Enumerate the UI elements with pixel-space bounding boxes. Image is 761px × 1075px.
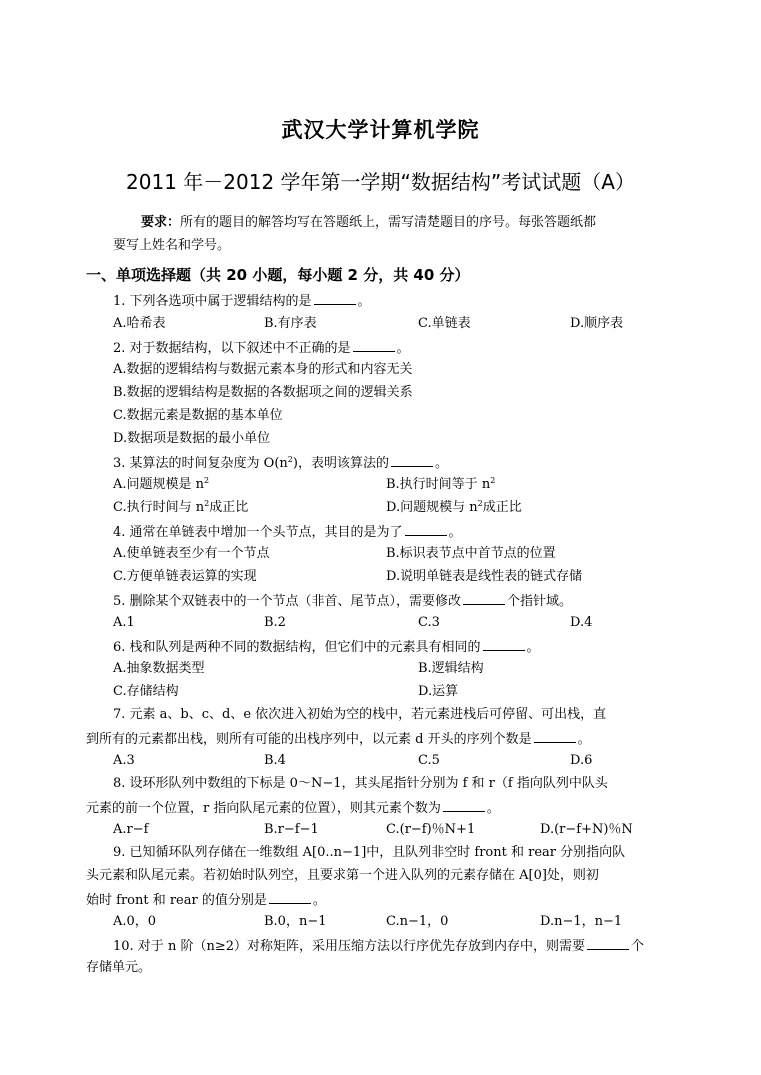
question-9-line1: 9. 已知循环队列存储在一维数组 A[0..n−1]中，且队列非空时 front 和 rear 分别指向队 bbox=[113, 845, 626, 860]
option-d: D.运算 bbox=[418, 684, 459, 699]
option-d: D.4 bbox=[570, 615, 593, 630]
question-3: 3. 某算法的时间复杂度为 $O(n^2)$，表明该算法的 。 bbox=[113, 455, 448, 471]
option-a: A.哈希表 bbox=[113, 316, 166, 331]
option-a: A.问题规模是 $n^2$ bbox=[113, 476, 210, 492]
answer-blank bbox=[314, 291, 356, 305]
answer-blank bbox=[534, 729, 576, 743]
option-d: D.n−1，n−1 bbox=[540, 914, 623, 929]
answer-blank bbox=[269, 890, 311, 904]
option-c: C.单链表 bbox=[418, 316, 471, 331]
option-b: B.逻辑结构 bbox=[418, 661, 484, 676]
option-d: D.(r−f+N)％N bbox=[540, 822, 633, 837]
requirement-line1: 所有的题目的解答均写在答题纸上，需写清楚题目的序号。每张答题纸都 bbox=[180, 215, 597, 230]
option-a: A.数据的逻辑结构与数据元素本身的形式和内容无关 bbox=[113, 362, 413, 377]
question-8-line1: 8. 设环形队列中数组的下标是 0～N−1，其头尾指针分别为 f 和 r（f 指向队列中队头 bbox=[113, 776, 608, 791]
option-c: C.数据元素是数据的基本单位 bbox=[113, 408, 283, 423]
option-d: D.6 bbox=[570, 753, 593, 768]
option-b: B.2 bbox=[264, 615, 286, 630]
requirement-line2: 要写上姓名和学号。 bbox=[113, 238, 231, 253]
question-2: 2. 对于数据结构，以下叙述中不正确的是 。 bbox=[113, 338, 410, 358]
option-b: B.r−f−1 bbox=[264, 822, 319, 837]
question-7-line2: 到所有的元素都出栈，则所有可能的出栈序列中，以元素 d 开头的序列个数是 。 bbox=[86, 729, 591, 749]
requirement-label: 要求： bbox=[141, 215, 181, 230]
question-6: 6. 栈和队列是两种不同的数据结构，但它们中的元素具有相同的 。 bbox=[113, 637, 540, 657]
question-4: 4. 通常在单链表中增加一个头节点，其目的是为了 。 bbox=[113, 522, 462, 542]
answer-blank bbox=[391, 453, 433, 467]
option-c: C.(r−f)％N+1 bbox=[386, 822, 476, 837]
option-a: A.3 bbox=[113, 753, 135, 768]
option-b: B.标识表节点中首节点的位置 bbox=[386, 546, 556, 561]
option-d: D.问题规模与 $n^2$成正比 bbox=[386, 499, 522, 515]
question-9-line3: 始时 front 和 rear 的值分别是 。 bbox=[86, 890, 326, 910]
option-a: A.使单链表至少有一个节点 bbox=[113, 546, 270, 561]
option-b: B.执行时间等于 $n^2$ bbox=[386, 476, 496, 492]
option-c: C.5 bbox=[418, 753, 440, 768]
section-heading: 一、单项选择题（共 20 小题，每小题 2 分，共 40 分） bbox=[86, 266, 470, 284]
answer-blank bbox=[353, 338, 395, 352]
question-1: 1. 下列各选项中属于逻辑结构的是 。 bbox=[113, 291, 371, 311]
option-c: C.方便单链表运算的实现 bbox=[113, 569, 257, 584]
option-c: C.执行时间与 $n^2$成正比 bbox=[113, 499, 249, 515]
answer-blank bbox=[463, 591, 505, 605]
answer-blank bbox=[587, 936, 629, 950]
requirement-note bbox=[113, 211, 683, 257]
option-d: D.说明单链表是线性表的链式存储 bbox=[386, 569, 583, 584]
option-c: C.存储结构 bbox=[113, 684, 179, 699]
answer-blank bbox=[405, 522, 447, 536]
option-d: D.顺序表 bbox=[570, 316, 624, 331]
question-8-line2: 元素的前一个位置，r 指向队尾元素的位置），则其元素个数为 。 bbox=[86, 798, 500, 818]
school-title: 武汉大学计算机学院 bbox=[281, 118, 480, 142]
option-a: A.1 bbox=[113, 615, 135, 630]
option-a: A.抽象数据类型 bbox=[113, 661, 205, 676]
question-5: 5. 删除某个双链表中的一个节点（非首、尾节点），需要修改 个指针域。 bbox=[113, 591, 572, 611]
exam-title: 2011 年－2012 学年第一学期“数据结构”考试试题（A） bbox=[126, 170, 635, 194]
question-10-line1: 10. 对于 n 阶（n≥2）对称矩阵，采用压缩方法以行序优先存放到内存中，则需要 个 bbox=[113, 936, 644, 956]
option-a: A.r−f bbox=[113, 822, 149, 837]
option-d: D.数据项是数据的最小单位 bbox=[113, 431, 271, 446]
option-b: B.4 bbox=[264, 753, 286, 768]
answer-blank bbox=[483, 637, 525, 651]
option-b: B.有序表 bbox=[264, 316, 317, 331]
option-c: C.n−1，0 bbox=[386, 914, 449, 929]
answer-blank bbox=[443, 798, 485, 812]
question-9-line2: 头元素和队尾元素。若初始时队列空，且要求第一个进入队列的元素存储在 A[0]处，则初 bbox=[86, 868, 599, 883]
question-7-line1: 7. 元素 a、b、c、d、e 依次进入初始为空的栈中，若元素进栈后可停留、可出栈，直 bbox=[113, 707, 607, 722]
question-10-line2: 存储单元。 bbox=[86, 960, 152, 975]
option-a: A.0，0 bbox=[113, 914, 157, 929]
option-b: B.0，n−1 bbox=[264, 914, 327, 929]
option-c: C.3 bbox=[418, 615, 440, 630]
option-b: B.数据的逻辑结构是数据的各数据项之间的逻辑关系 bbox=[113, 385, 413, 400]
